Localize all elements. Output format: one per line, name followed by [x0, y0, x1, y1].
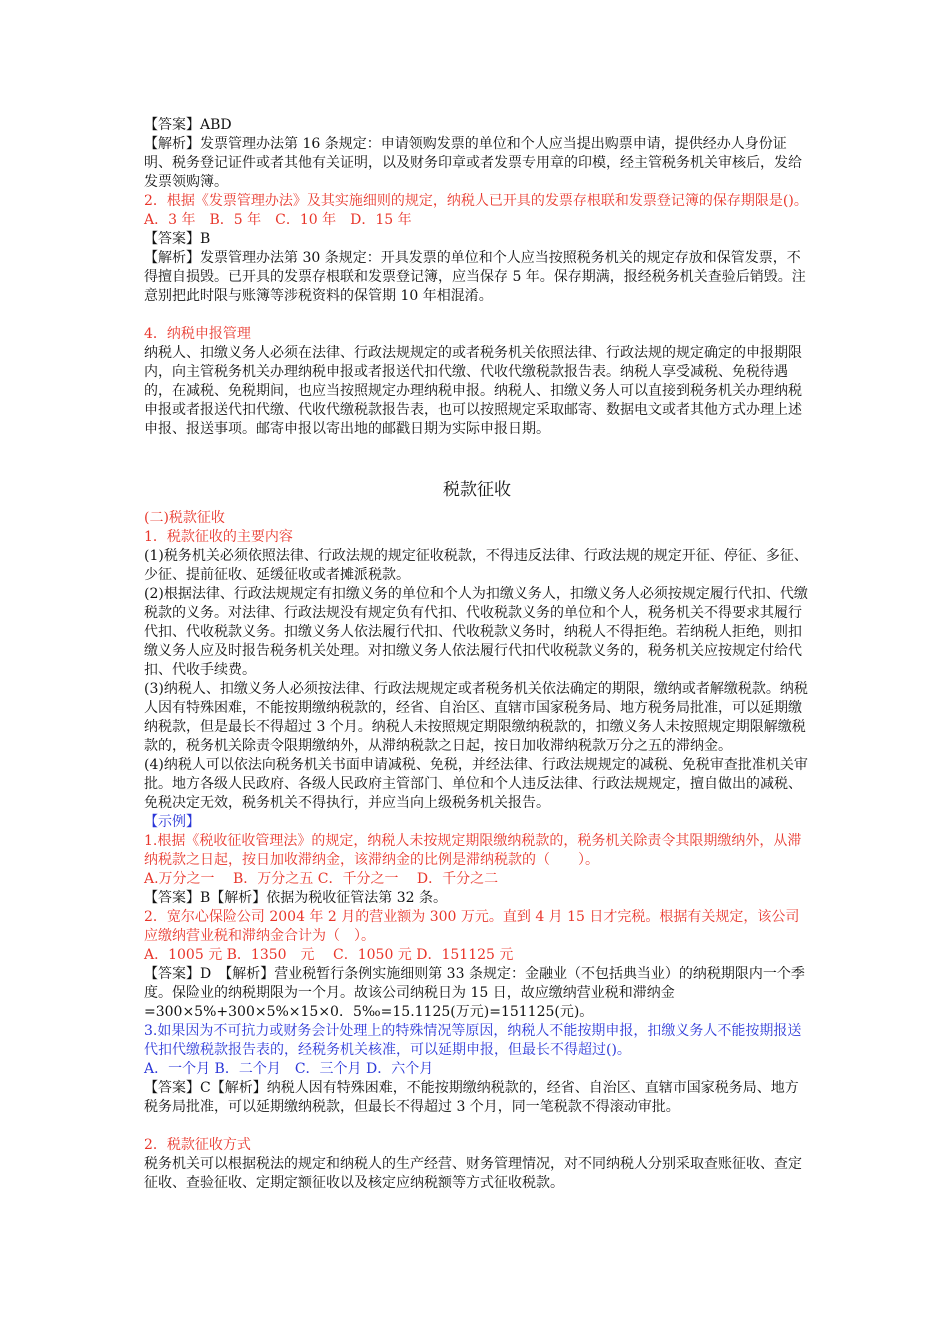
heading-1: 1．税款征收的主要内容	[144, 529, 293, 545]
document-content	[144, 116, 810, 1193]
example-answer-3: 【答案】C【解析】纳税人因有特殊困难，不能按期缴纳税款的，经省、自治区、直辖市国家税务局、地方税务局批准，可以延期缴纳税款，但最长不得超过 3 个月，同一笔税款不得滚动审批。	[144, 1080, 799, 1115]
spacer	[144, 439, 810, 479]
analysis-2: 【解析】发票管理办法第 30 条规定：开具发票的单位和个人应当按照税务机关的规定存放和保管发票，不得擅自损毁。已开具的发票存根联和发票登记簿，应当保存 5 年。保存期满，报经税务机关查验后销毁。注意别把此时限与账簿等涉税资料的保管期 10 年相混淆。	[144, 250, 806, 304]
section-4-body: 纳税人、扣缴义务人必须在法律、行政法规规定的或者税务机关依照法律、行政法规的规定确定的申报期限内，向主管税务机关办理纳税申报或者报送代扣代缴、代收代缴税款报告表。纳税人享受减税、免税待遇的，在减税、免税期间，也应当按照规定办理纳税申报。纳税人、扣缴义务人可以直接到税务机关办理纳税申报或者报送代扣代缴、代收代缴税款报告表，也可以按照规定采取邮寄、数据电文或者其他方式办理上述申报、报送事项。邮寄申报以寄出地的邮戳日期为实际申报日期。	[144, 345, 802, 437]
answer-2: 【答案】B	[144, 231, 211, 247]
page-title: 税款征收	[443, 480, 511, 500]
paragraph-1: (1)税务机关必须依照法律、行政法规的规定征收税款，不得违反法律、行政法规的规定开征、停征、多征、少征、提前征收、延缓征收或者摊派税款。	[144, 548, 808, 583]
example-answer-2: 【答案】D 【解析】营业税暂行条例实施细则第 33 条规定：金融业（不包括典当业）的纳税期限内一个季度。保险业的纳税期限为一个月。故该公司纳税日为 15 日，故应缴纳营业税和滞纳金=300×5%+300×5%×15×0．5‰=15.1125(万元)=151125(元)。	[144, 966, 805, 1020]
paragraph-3: (3)纳税人、扣缴义务人必须按法律、行政法规规定或者税务机关依法确定的期限，缴纳或者解缴税款。纳税人因有特殊困难，不能按期缴纳税款的，经省、自治区、直辖市国家税务局、地方税务局批准，可以延期缴纳税款，但是最长不得超过 3 个月。纳税人未按照规定期限缴纳税款的，扣缴义务人未按照规定期限解缴税款的，税务机关除责令限期缴纳外，从滞纳税款之日起，按日加收滞纳税款万分之五的滞纳金。	[144, 681, 808, 754]
paragraph-4: (4)纳税人可以依法向税务机关书面申请减税、免税，并经法律、行政法规规定的减税、免税审查批准机关审批。地方各级人民政府、各级人民政府主管部门、单位和个人违反法律、行政法规规定，擅自做出的减税、免税决定无效，税务机关不得执行，并应当向上级税务机关报告。	[144, 757, 808, 811]
example-question-1-options: A.万分之一 B．万分之五 C．千分之一 D．千分之二	[144, 871, 499, 887]
example-question-3-options: A．一个月 B．二个月 C．三个月 D．六个月	[144, 1061, 434, 1077]
analysis-1: 【解析】发票管理办法第 16 条规定：申请领购发票的单位和个人应当提出购票申请，提供经办人身份证明、税务登记证件或者其他有关证明，以及财务印章或者发票专用章的印模，经主管税务机关审核后，发给发票领购簿。	[144, 136, 802, 190]
example-answer-1: 【答案】B【解析】依据为税收征管法第 32 条。	[144, 890, 448, 906]
example-question-1: 1.根据《税收征收管理法》的规定，纳税人未按规定期限缴纳税款的，税务机关除责令其限期缴纳外，从滞纳税款之日起，按日加收滞纳金，该滞纳金的比例是滞纳税款的（ ）。	[144, 833, 802, 868]
example-question-2-options: A．1005 元 B．1350 元 C．1050 元 D．151125 元	[144, 947, 514, 963]
heading-2: 2．税款征收方式	[144, 1137, 251, 1153]
example-label: 【示例】	[144, 814, 200, 830]
example-question-3: 3.如果因为不可抗力或财务会计处理上的特殊情况等原因，纳税人不能按期申报，扣缴义务人不能按期报送代扣代缴税款报告表的，经税务机关核准，可以延期申报，但最长不得超过()。	[144, 1023, 802, 1058]
question-2: 2．根据《发票管理办法》及其实施细则的规定，纳税人已开具的发票存根联和发票登记簿的保存期限是()。	[144, 193, 808, 209]
question-2-options: A．3 年 B．5 年 C．10 年 D．15 年	[144, 212, 412, 228]
spacer	[144, 306, 810, 325]
sub-heading: (二)税款征收	[144, 510, 225, 526]
answer-1: 【答案】ABD	[144, 117, 232, 133]
paragraph-2: (2)根据法律、行政法规规定有扣缴义务的单位和个人为扣缴义务人，扣缴义务人必须按规定履行代扣、代缴税款的义务。对法律、行政法规没有规定负有代扣、代收税款义务的单位和个人，税务机关不得要求其履行代扣、代收税款义务。扣缴义务人依法履行代扣、代收税款义务时，纳税人不得拒绝。若纳税人拒绝，则扣缴义务人应及时报告税务机关处理。对扣缴义务人依法履行代扣代收税款义务的，税务机关应按规定付给代扣、代收手续费。	[144, 586, 808, 678]
paragraph-5: 税务机关可以根据税法的规定和纳税人的生产经营、财务管理情况，对不同纳税人分别采取查账征收、查定征收、查验征收、定期定额征收以及核定应纳税额等方式征收税款。	[144, 1156, 802, 1191]
section-4-heading: 4．纳税申报管理	[144, 326, 251, 342]
example-question-2: 2．宽尔心保险公司 2004 年 2 月的营业额为 300 万元。直到 4 月 15 日才完税。根据有关规定，该公司应缴纳营业税和滞纳金合计为（ ）。	[144, 909, 800, 944]
spacer	[144, 1117, 810, 1136]
